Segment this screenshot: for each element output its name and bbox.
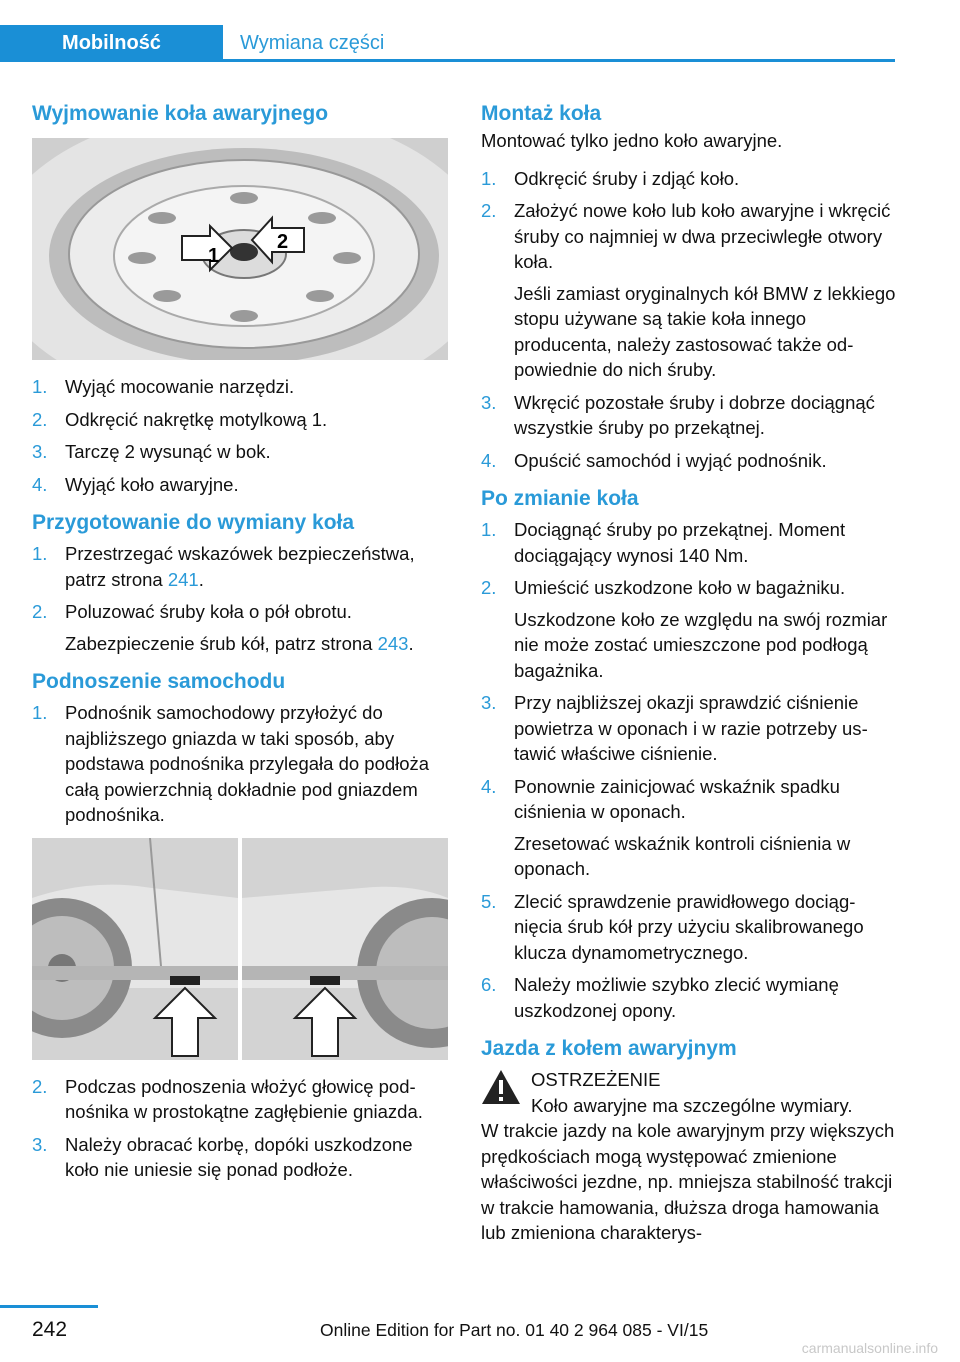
list-item: 1. Wyjąć mocowanie narzędzi. [32, 376, 295, 397]
list-item: 5. Zlecić sprawdzenie prawidłowego dociągnięcia śrub kół przy użyciu skalibrowanego klucza dynamometrycznego. [481, 890, 864, 963]
warning-triangle-icon [481, 1069, 521, 1105]
lifting-steps-continued [32, 1074, 448, 1183]
header-rule [223, 59, 895, 62]
spare-wheel-figure [32, 138, 448, 360]
list-item: 3. Przy najbliższej okazji sprawdzić ciśnienie powietrza w oponach i w razie potrzeby ustawić właściwe ciśnienie. [481, 692, 868, 764]
section-title-spare-removal: Wyjmowanie koła awaryjnego [32, 102, 329, 125]
lifting-steps [32, 700, 448, 828]
list-item: 3. Wkręcić pozostałe śruby i dobrze dociągnąć wszystkie śruby po przekątnej. [481, 391, 875, 438]
chapter-tab[interactable]: Mobilność [0, 25, 223, 62]
list-item: 4. Wyjąć koło awaryjne. [32, 473, 239, 495]
list-item: 1. Dociągnąć śruby po przekątnej. Moment dociągający wynosi 140 Nm. [481, 519, 846, 566]
warning-title: OSTRZEŻENIE [531, 1069, 661, 1090]
list-item: 2. Założyć nowe koło lub koło awaryjne i wkręcić śruby co najmniej w dwa przeciwległe otwory koła. Jeśli zamiast oryginalnych kół BMW z lekkiego stopu używane są takie koła innego producenta, należy zastosować także odpowiednie do nich śruby. [481, 200, 896, 380]
page-link-241[interactable]: 241 [167, 568, 199, 590]
mounting-steps [481, 166, 897, 474]
warning-first-line: Koło awaryjne ma szczególne wymiary. [531, 1094, 853, 1116]
list-item: 6. Należy możliwie szybko zlecić wymianę uszkodzonej opony. [481, 974, 839, 1021]
list-item: 2. Poluzować śruby koła o pół obrotu. Zabezpieczenie śrub kół, patrz strona 243. [32, 601, 414, 654]
section-title-preparation: Przygotowanie do wymiany koła [32, 511, 355, 534]
warning-box [481, 1067, 897, 1118]
warning-body: W trakcie jazdy na kole awaryjnym przy większych prędkościach mogą występować zmienione właściwości jezdne, np. mniejsza stabilność trakcji w trakcie hamowania, dłuższa droga hamowania lub zmieniona charakterys- [481, 1120, 895, 1243]
figure-label-2: 2 [277, 231, 289, 253]
list-item: 4. Ponownie zainicjować wskaźnik spadku ciśnienia w oponach. Zresetować wskaźnik kontroli ciśnienia w oponach. [481, 775, 851, 879]
edition-text: Online Edition for Part no. 01 40 2 964 085 - VI/15 [320, 1320, 709, 1340]
page-link-243[interactable]: 243 [377, 632, 409, 654]
list-item: 1. Podnośnik samochodowy przyłożyć do najbliższego gniazda w taki sposób, aby podstawa podnośnika przylegała do podłoża całą powierzchnią dokładnie pod gniazdem podnośnika. [32, 702, 430, 825]
jack-points-illustration [32, 838, 448, 1060]
section-title-driving-spare: Jazda z kołem awaryjnym [481, 1037, 737, 1060]
page-header [0, 25, 895, 62]
watermark: carmanualsonline.info [801, 1340, 938, 1356]
mounting-intro: Montować tylko jedno koło awaryjne. [481, 130, 783, 151]
page-number: 242 [32, 1318, 68, 1341]
list-item: 2. Podczas podnoszenia włożyć głowicę podnośnika w prostokątne zagłębienie gniazda. [32, 1075, 423, 1122]
list-item: 2. Umieścić uszkodzone koło w bagażniku. Uszkodzone koło ze względu na swój rozmiar nie może zostać umieszczone pod podłogą bagażnika. [481, 577, 888, 681]
right-column [481, 100, 897, 1246]
list-item: 1. Odkręcić śruby i zdjąć koło. [481, 167, 740, 189]
spare-wheel-illustration [32, 138, 448, 360]
left-column [32, 100, 448, 1190]
preparation-steps [32, 541, 448, 656]
list-item: 1. Przestrzegać wskazówek bezpieczeństwa, patrz strona 241. [32, 543, 415, 590]
list-item: 3. Należy obracać korbę, dopóki uszkodzone koło nie uniesie się ponad podłoże. [32, 1133, 413, 1180]
after-change-steps [481, 517, 897, 1023]
section-title-after-change: Po zmianie koła [481, 487, 639, 510]
footer-rule [0, 1305, 98, 1308]
figure-label-1: 1 [208, 245, 220, 267]
list-item: 4. Opuścić samochód i wyjąć podnośnik. [481, 449, 827, 471]
section-title-mounting: Montaż koła [481, 102, 602, 125]
spare-removal-steps [32, 374, 448, 497]
section-tab[interactable]: Wymiana części [240, 32, 385, 54]
list-item: 2. Odkręcić nakrętkę motylkową 1. [32, 408, 328, 430]
section-title-lifting: Podnoszenie samochodu [32, 670, 286, 693]
jack-points-figure [32, 838, 448, 1060]
list-item: 3. Tarczę 2 wysunąć w bok. [32, 441, 271, 462]
